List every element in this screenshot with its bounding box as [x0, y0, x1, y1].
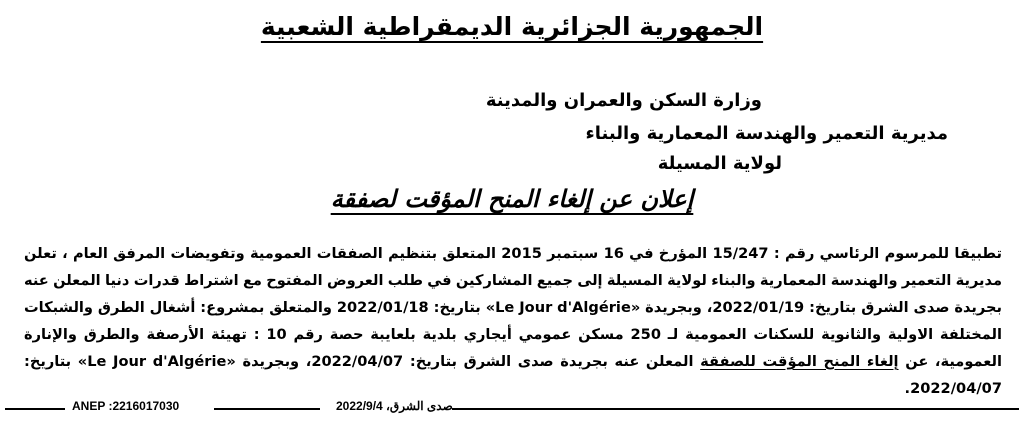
- anep-reference: ANEP :2216017030: [72, 399, 180, 413]
- notice-body: [24, 240, 1002, 402]
- notice-body-underlined: إلغاء المنح المؤقت للصفقة: [700, 353, 899, 370]
- directorate-line: مديرية التعمير والهندسة المعمارية والبناء: [585, 123, 948, 144]
- ministry-line: وزارة السكن والعمران والمدينة: [485, 90, 762, 111]
- footer-rule-middle: [214, 408, 320, 410]
- wilaya-line: لولاية المسيلة: [657, 153, 782, 174]
- notice-body-part2: المعلن عنه بجريدة صدى الشرق بتاريخ: 2022/04/07، وبجريدة «Le Jour d'Algérie» بتاريخ: 2022/04/07.: [24, 353, 1002, 397]
- country-title-text: الجمهورية الجزائرية الديمقراطية الشعبية: [260, 12, 764, 41]
- notice-title-text: إعلان عن إلغاء المنح المؤقت لصفقة: [330, 185, 694, 213]
- footer-bar: [0, 396, 1024, 424]
- footer-rule-left: [5, 408, 65, 410]
- publication-source: صدى الشرق، 2022/9/4: [336, 399, 453, 413]
- country-title: [0, 12, 1024, 41]
- notice-body-part1: تطبيقا للمرسوم الرئاسي رقم : 15/247 المؤرخ في 16 سبتمبر 2015 المتعلق بتنظيم الصفقات العمومية وتفويضات المرفق العام ، تعلن مديرية التعمير والهندسة المعمارية والبناء لولاية المسيلة إلى جميع المشاركين في طلب العروض المفتوح مع اشتراط قدرات دنيا المعلن عنه بجريدة صدى الشرق بتاريخ: 2022/01/19، وبجريدة «Le Jour d'Algérie» بتاريخ: 2022/01/18 والمتعلق بمشروع: أشغال الطرق والشبكات المختلفة الاولية والثانوية للسكنات العمومية لـ 250 مسكن عمومي أيجاري بلدية بلعايبة حصة رقم 10 : تهيئة الأرصفة والطرق والإنارة العمومية، عن: [24, 245, 1002, 370]
- footer-rule-right: [452, 408, 1019, 410]
- notice-title: [0, 185, 1024, 213]
